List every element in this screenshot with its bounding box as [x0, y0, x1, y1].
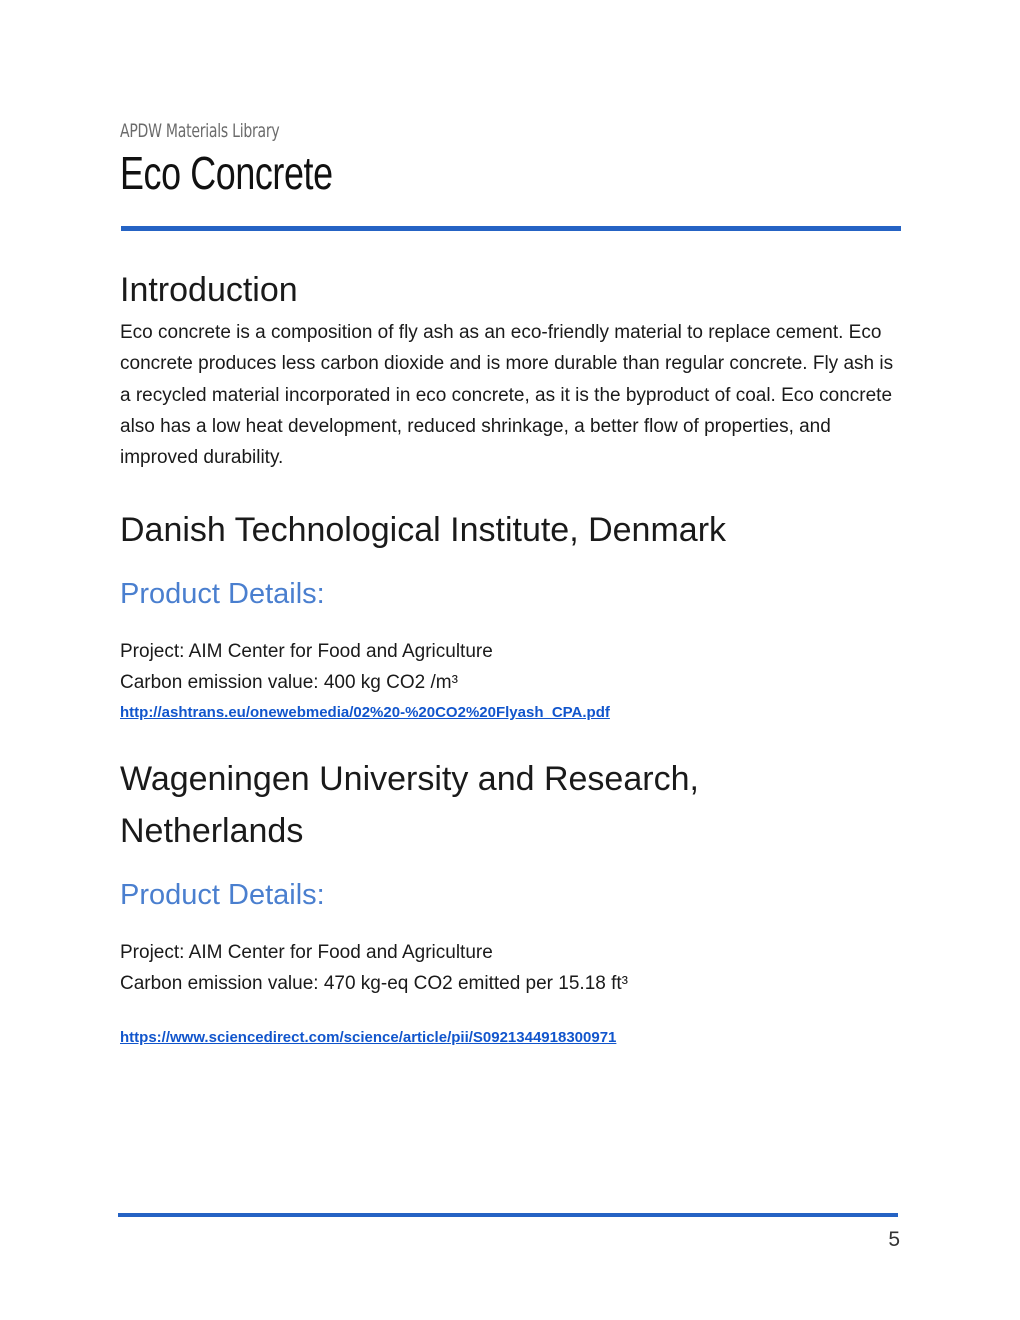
intro-paragraph: Eco concrete is a composition of fly ash as an eco-friendly material to replace cement. Eco concrete produces less carbon dioxide and is more durable than regular concrete. Fly ash is a recycled material incorporated in eco concrete, as it is the byproduct of coal. Eco concrete also has a low heat development, reduced shrinkage, a better flow of properties, and improved durability. [120, 322, 894, 469]
header-divider [121, 226, 901, 231]
section-heading-wageningen-line2: Netherlands [120, 812, 304, 850]
footer-divider [118, 1213, 898, 1217]
source-link-ashtrans[interactable]: http://ashtrans.eu/onewebmedia/02%20-%20CO2%20Flyash_CPA.pdf [120, 704, 610, 721]
section-heading-wageningen-line1: Wageningen University and Research, [120, 760, 699, 798]
carbon-emission-line: Carbon emission value: 400 kg CO2 /m³ [120, 672, 458, 693]
carbon-emission-line: Carbon emission value: 470 kg-eq CO2 emitted per 15.18 ft³ [120, 973, 628, 994]
source-link-sciencedirect[interactable]: https://www.sciencedirect.com/science/article/pii/S0921344918300971 [120, 1029, 617, 1046]
product-details-heading: Product Details: [120, 879, 325, 911]
project-line: Project: AIM Center for Food and Agriculture [120, 641, 493, 662]
page-title: Eco Concrete [120, 147, 333, 199]
intro-heading: Introduction [120, 271, 298, 309]
library-name: APDW Materials Library [120, 120, 280, 142]
page-number: 5 [888, 1228, 900, 1251]
project-line: Project: AIM Center for Food and Agriculture [120, 942, 493, 963]
section-heading-danish: Danish Technological Institute, Denmark [120, 511, 727, 549]
product-details-heading: Product Details: [120, 578, 325, 610]
